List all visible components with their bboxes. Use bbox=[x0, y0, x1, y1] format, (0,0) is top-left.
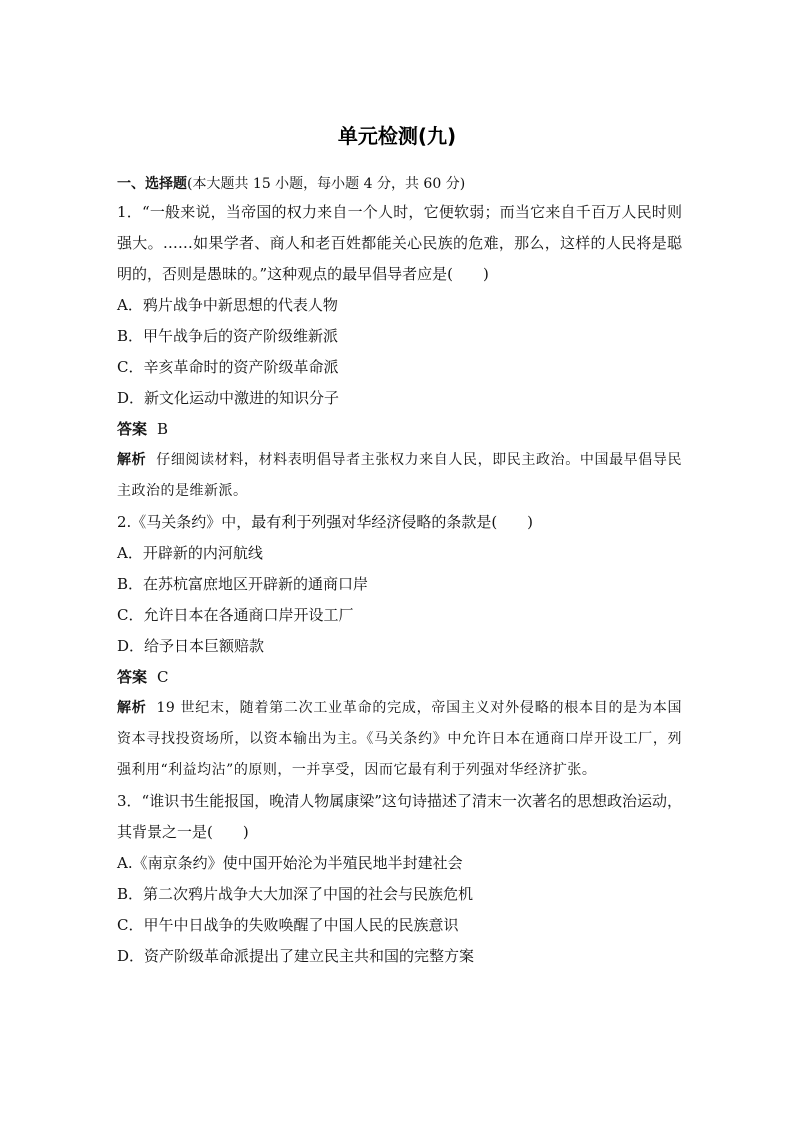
question-stem: 2.《马关条约》中，最有利于列强对华经济侵略的条款是( ) bbox=[117, 513, 534, 531]
page-title: 单元检测(九) bbox=[337, 124, 457, 148]
option-a: A．鸦片战争中新思想的代表人物 bbox=[117, 296, 338, 314]
option-c: C．允许日本在各通商口岸开设工厂 bbox=[117, 606, 354, 624]
option-b: B．甲午战争后的资产阶级维新派 bbox=[117, 327, 339, 345]
question-3 bbox=[117, 786, 682, 972]
section-heading-note: (本大题共 15 小题，每小题 4 分，共 60 分) bbox=[187, 176, 466, 192]
question-stem: 3．“谁识书生能报国，晚清人物属康梁”这句诗描述了清末一次著名的思想政治运动，其背景之一是( ) bbox=[117, 792, 682, 841]
analysis-text: 仔细阅读材料，材料表明倡导者主张权力来自人民，即民主政治。中国最早倡导民主政治的是维新派。 bbox=[117, 452, 683, 499]
question-2 bbox=[117, 507, 682, 786]
analysis-label: 解析 bbox=[117, 452, 147, 468]
analysis-line bbox=[117, 693, 682, 786]
analysis-label: 解析 bbox=[117, 700, 147, 716]
answer-value: C bbox=[157, 668, 169, 686]
option-b: B．在苏杭富庶地区开辟新的通商口岸 bbox=[117, 575, 369, 593]
option-a: A．开辟新的内河航线 bbox=[117, 544, 263, 562]
answer-label: 答案 bbox=[117, 668, 148, 686]
option-d: D．给予日本巨额赔款 bbox=[117, 637, 265, 655]
answer-label: 答案 bbox=[117, 420, 148, 438]
answer-line bbox=[117, 662, 682, 693]
option-c: C．辛亥革命时的资产阶级革命派 bbox=[117, 358, 339, 376]
option-d: D．资产阶级革命派提出了建立民主共和国的完整方案 bbox=[117, 947, 475, 965]
question-1 bbox=[117, 197, 682, 507]
question-stem: 1．“一般来说，当帝国的权力来自一个人时，它便软弱；而当它来自千百万人民时则强大。……如果学者、商人和老百姓都能关心民族的危难，那么，这样的人民将是聪明的，否则是愚昧的。”这种观点的最早倡导者应是( ) bbox=[117, 203, 682, 283]
document-body bbox=[117, 171, 682, 972]
answer-line bbox=[117, 414, 682, 445]
answer-value: B bbox=[157, 420, 169, 438]
analysis-line bbox=[117, 445, 682, 507]
analysis-text: 19 世纪末，随着第二次工业革命的完成，帝国主义对外侵略的根本目的是为本国资本寻找投资场所，以资本输出为主。《马关条约》中允许日本在通商口岸开设工厂，列强利用“利益均沾”的原则，一并享受，因而它最有利于列强对华经济扩张。 bbox=[117, 700, 682, 778]
section-heading-label: 一、选择题 bbox=[117, 176, 187, 192]
section-heading bbox=[117, 171, 682, 197]
option-c: C．甲午中日战争的失败唤醒了中国人民的民族意识 bbox=[117, 916, 459, 934]
option-d: D．新文化运动中激进的知识分子 bbox=[117, 389, 340, 407]
option-b: B．第二次鸦片战争大大加深了中国的社会与民族危机 bbox=[117, 885, 474, 903]
option-a: A.《南京条约》使中国开始沦为半殖民地半封建社会 bbox=[117, 854, 463, 872]
